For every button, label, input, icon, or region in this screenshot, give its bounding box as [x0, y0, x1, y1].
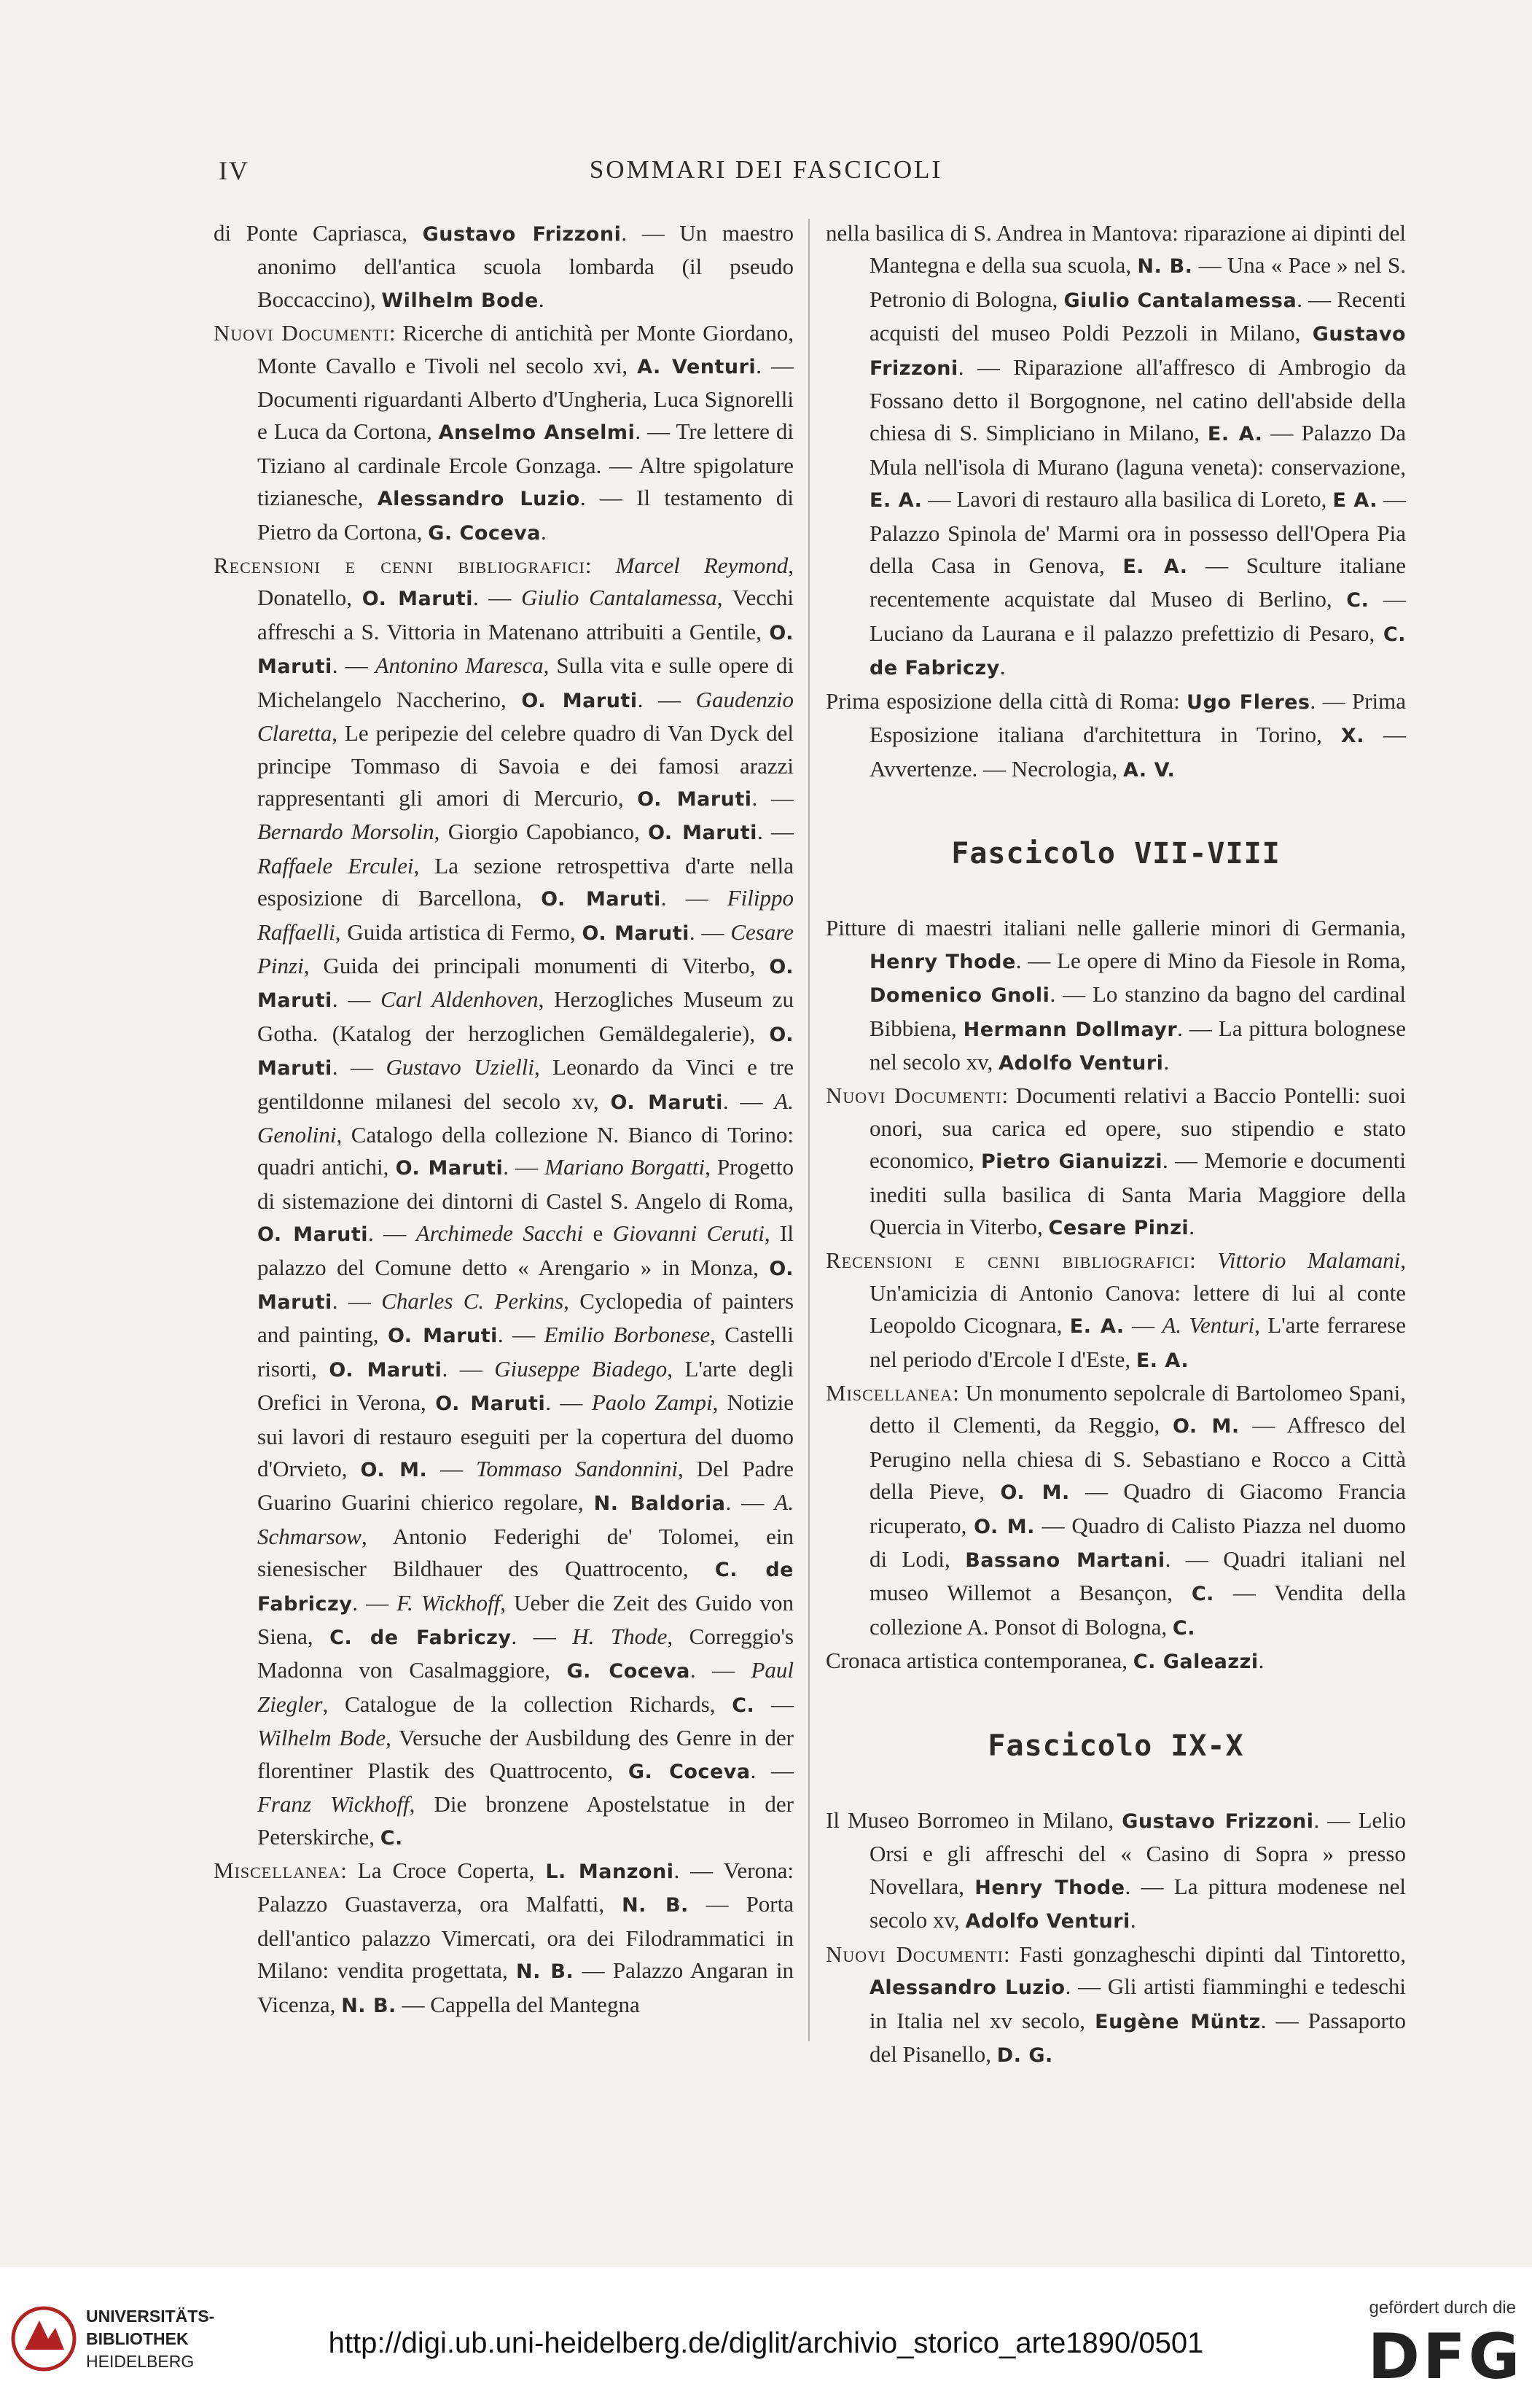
author-name: O. Maruti — [395, 1157, 504, 1180]
entry-text: . — Lo stanzino da bagno del cardinal Bibbiena, — [869, 981, 1406, 1041]
author-name: O. M. — [1000, 1481, 1070, 1505]
entry-text: . — — [503, 1154, 545, 1180]
work-author: Filippo Raffaelli — [257, 885, 794, 945]
work-author: F. Wickhoff — [396, 1589, 501, 1616]
author-name: O. Maruti — [257, 1223, 369, 1247]
author-name: O. Maruti — [361, 588, 473, 611]
entry-text: . — — [751, 784, 794, 811]
author-name: Hermann Dollmayr — [963, 1018, 1178, 1041]
entry-text: , Cyclopedia of painters and painting, — [257, 1288, 794, 1348]
entry-text: , Herzogliches Museum zu Gotha. (Katalog der herzoglichen Gemäldegalerie), — [257, 986, 794, 1046]
summary-entry — [214, 317, 794, 550]
page-header — [0, 155, 1532, 192]
work-author: Vittorio Malamani — [1217, 1247, 1401, 1274]
author-name: L. Manzoni — [545, 1860, 674, 1883]
funded-by-label: gefördert durch die — [1369, 2298, 1516, 2318]
section-label: Miscellanea — [826, 1380, 953, 1406]
entry-text: . — — [332, 1288, 382, 1314]
work-author: Paul Ziegler — [257, 1657, 794, 1717]
work-author: Charles C. Perkins — [381, 1288, 564, 1314]
entry-text: , Antonio Federighi de' Tolomei, ein sienesischer Bildhauer des Quattrocento, — [257, 1523, 794, 1582]
entry-text: — Lavori di restauro alla basilica di Loreto, — [922, 486, 1333, 513]
fascicolo-7-8-heading: Fascicolo VII-VIII — [951, 836, 1281, 870]
entry-text: , Guida artistica di Fermo, — [335, 919, 582, 945]
entry-text: , Notizie sui lavori di restauro eseguiti per la copertura del duomo d'Orvieto, — [257, 1390, 794, 1482]
work-author: A. Venturi — [1162, 1312, 1255, 1339]
work-author: Giovanni Ceruti — [612, 1220, 765, 1247]
entry-text: , La sezione retrospettiva d'arte nella esposizione di Barcellona, — [257, 852, 794, 911]
entry-text: . — — [750, 1757, 794, 1783]
entry-text: e — [583, 1220, 613, 1247]
work-author: Archimede Sacchi — [415, 1220, 584, 1247]
entry-text: . — Le opere di Mino da Fiesole in Roma, — [1015, 947, 1406, 973]
work-author: Gaudenzio Claretta — [257, 686, 794, 747]
work-author: Emilio Borbonese — [544, 1322, 711, 1348]
author-name: O. Maruti — [257, 1257, 794, 1314]
author-name: Pietro Gianuizzi — [981, 1150, 1163, 1174]
entry-text: . — — [660, 885, 727, 911]
entry-text: — Quadro di Giacomo Francia ricuperato, — [869, 1478, 1406, 1538]
entry-text: , Die bronzene Apostelstatue in der Peterskirche, — [257, 1791, 794, 1850]
entry-text: . — — [497, 1322, 544, 1348]
work-author: Antonino Maresca — [375, 652, 544, 679]
author-name: Ugo Fleres — [1187, 690, 1310, 714]
column-divider — [808, 219, 810, 2041]
entry-text: . — — [545, 1390, 592, 1416]
entry-text: . — Riparazione all'affresco di Ambrogio da Fossano detto il Borgognone, nel catino dell'abside della chiesa di S. Simpliciano in Milano, — [869, 354, 1406, 446]
work-author: Bernardo Morsolin — [257, 819, 434, 845]
entry-text: : Un monumento sepolcrale di Bartolomeo Spani, detto il Clementi, da Reggio, — [869, 1380, 1406, 1438]
entry-text: , Versuche der Ausbildung des Genre in der florentiner Plastik des Quattrocento, — [257, 1725, 794, 1783]
author-name: Domenico Gnoli — [869, 984, 1050, 1008]
left-column — [214, 217, 794, 2022]
dfg-logo-icon — [1367, 2321, 1523, 2393]
entry-text: . — La pittura modenese nel secolo xv, — [869, 1873, 1406, 1933]
entry-text: , Vecchi affreschi a S. Vittoria in Matenano attribuiti a Gentile, — [257, 585, 794, 644]
entry-text: , Un'amicizia di Antonio Canova: lettere di lui al conte Leopoldo Cicognara, — [869, 1247, 1406, 1339]
author-name: E. A. — [869, 489, 923, 513]
work-author: Franz Wickhoff — [257, 1791, 410, 1817]
work-author: H. Thode — [572, 1624, 668, 1650]
author-name: Alessandro Luzio — [869, 1976, 1066, 2000]
work-author: Tommaso Sandonnini — [476, 1456, 679, 1482]
entry-text: — Una « Pace » nel S. Petronio di Bologna, — [869, 252, 1406, 312]
work-author: Giulio Cantalamessa — [521, 585, 717, 611]
entry-text: , Ueber die Zeit des Guido von Siena, — [257, 1589, 794, 1650]
entry-text: . — Documenti riguardanti Alberto d'Ungheria, Luca Signorelli e Luca da Cortona, — [257, 352, 794, 445]
work-author: Gustavo Uzielli — [386, 1054, 534, 1080]
entry-text: : Fasti gonzagheschi dipinti dal Tintoretto, — [1003, 1941, 1406, 1967]
entry-text: — Affresco del Perugino nella chiesa di S. Sebastiano e Rocco a Città della Pieve, — [869, 1412, 1406, 1505]
summary-entry — [826, 685, 1406, 787]
section-label: Nuovi Documenti — [826, 1083, 1002, 1109]
entry-text: , Catalogue de la collection Richards, — [322, 1691, 732, 1717]
entry-text: Il Museo Borromeo in Milano, — [826, 1807, 1122, 1834]
author-name: Adolfo Venturi — [998, 1051, 1164, 1075]
entry-text: . — — [332, 1054, 386, 1080]
entry-text: — — [1124, 1312, 1162, 1339]
right-intro-entries — [826, 217, 1406, 787]
author-name: Giulio Cantalamessa — [1063, 289, 1297, 312]
author-name: C. — [380, 1826, 403, 1850]
work-author: Giuseppe Biadego — [494, 1355, 668, 1382]
section-label: Nuovi Documenti — [826, 1941, 1004, 1967]
summary-entry — [826, 912, 1406, 1080]
entry-text: . — Un maestro anonimo dell'antica scuola lombarda (il pseudo Boccaccino), — [257, 220, 794, 312]
author-name: X. — [1340, 725, 1364, 748]
entry-text: , Donatello, — [257, 553, 794, 611]
work-author: Cesare Pinzi — [257, 919, 794, 978]
author-name: Henry Thode — [974, 1876, 1125, 1899]
entry-text: . — Prima Esposizione italiana d'architettura in Torino, — [869, 687, 1406, 748]
author-name: Wilhelm Bode — [381, 289, 539, 312]
fascicolo-7-8-entries — [826, 912, 1406, 1678]
summary-entry — [826, 1804, 1406, 1939]
entry-text: — Palazzo Spinola de' Marmi ora in possesso dell'Opera Pia della Casa in Genova, — [869, 486, 1406, 579]
author-name: O. M. — [1173, 1415, 1240, 1438]
entry-text: . — [1130, 1907, 1136, 1933]
author-name: O. Maruti — [610, 1091, 723, 1114]
entry-text: , L'arte ferrarese nel periodo d'Ercole I d'Este, — [869, 1312, 1407, 1372]
author-name: Adolfo Venturi — [965, 1910, 1130, 1933]
summary-entry — [826, 1244, 1406, 1377]
author-name: C. — [1172, 1616, 1195, 1640]
author-name: C. de Fabriczy — [869, 623, 1406, 680]
entry-text: . — — [637, 686, 696, 712]
author-name: C. — [1346, 589, 1369, 612]
author-name: Anselmo Anselmi — [438, 421, 636, 445]
entry-text: — — [427, 1456, 477, 1482]
entry-text: — Sculture italiane recentemente acquistate dal Museo di Berlino, — [869, 553, 1406, 612]
entry-text: Pitture di maestri italiani nelle gallerie minori di Germania, — [826, 915, 1406, 941]
entry-text: Prima esposizione della città di Roma: — [826, 687, 1187, 714]
summary-entry — [214, 217, 794, 317]
summary-entry — [826, 1645, 1406, 1678]
author-name: O. Maruti — [541, 888, 661, 911]
author-name: O. Maruti — [257, 1023, 794, 1080]
author-name: N. B. — [622, 1894, 689, 1917]
entry-text: . — — [689, 1657, 751, 1683]
author-name: O. Maruti — [329, 1358, 442, 1382]
entry-text: . — Memorie e documenti inediti sulla basilica di Santa Maria Maggiore della Quercia in Viterbo, — [869, 1147, 1407, 1239]
author-name: C. — [1191, 1583, 1214, 1606]
work-author: A. Genolini — [257, 1088, 794, 1147]
entry-text: — Vendita della collezione A. Ponsot di Bologna, — [869, 1580, 1406, 1640]
entry-text: . — Lelio Orsi e gli affreschi del « Casino di Sopra » presso Novellara, — [869, 1807, 1407, 1899]
entry-text: . — — [368, 1220, 416, 1247]
entry-text: , Sulla vita e sulle opere di Michelangelo Naccherino, — [257, 652, 794, 712]
entry-text: . — — [352, 1589, 397, 1616]
author-name: C. de Fabriczy — [329, 1626, 512, 1650]
author-name: C. de Fabriczy — [257, 1559, 794, 1616]
work-author: Carl Aldenhoven — [380, 986, 539, 1013]
author-name: O. Maruti — [387, 1325, 498, 1348]
entry-text: , Guida dei principali monumenti di Viterbo, — [303, 952, 770, 978]
footer — [0, 2267, 1532, 2408]
author-name: E. A. — [1207, 423, 1263, 446]
section-label: Recensioni e cenni bibliografici — [826, 1247, 1190, 1274]
entry-text: . — La pittura bolognese nel secolo xv, — [869, 1015, 1406, 1075]
left-entries — [214, 217, 794, 2022]
entry-text: : Documenti relativi a Baccio Pontelli: suoi onori, sua carica ed opere, suo stipendio e stato economico, — [869, 1083, 1406, 1174]
entry-text: — — [754, 1691, 794, 1717]
entry-text: . — Verona: Palazzo Guastaverza, ora Malfatti, — [257, 1857, 794, 1917]
author-name: Cesare Pinzi — [1048, 1216, 1189, 1239]
entry-text: . — [1189, 1213, 1195, 1239]
author-name: O. Maruti — [435, 1392, 546, 1416]
work-author: Marcel Reymond — [615, 553, 789, 579]
entry-text: , Castelli risorti, — [257, 1322, 794, 1382]
entry-text: . — — [332, 986, 381, 1013]
entry-text: Cronaca artistica contemporanea, — [826, 1648, 1133, 1674]
entry-text: di Ponte Capriasca, — [214, 220, 423, 246]
work-author: Mariano Borgatti — [544, 1154, 706, 1180]
entry-text: , Del Padre Guarino Guarini chierico regolare, — [257, 1456, 794, 1516]
author-name: G. Coceva — [566, 1660, 690, 1683]
author-name: Alessandro Luzio — [377, 488, 580, 511]
author-name: Henry Thode — [869, 950, 1016, 973]
entry-text: . — Gli artisti fiamminghi e tedeschi in Italia nel xv secolo, — [869, 1973, 1407, 2033]
entry-text: : — [1189, 1247, 1218, 1274]
entry-text: . — Quadri italiani nel museo Willemot a Besançon, — [869, 1546, 1406, 1606]
fascicolo-9-10-heading: Fascicolo IX-X — [988, 1729, 1244, 1763]
dfg-logo-text: DFG — [1367, 2321, 1523, 2393]
entry-text: — Porta dell'antico palazzo Vimercati, ora dei Filodrammatici in Milano: vendita progettata, — [257, 1891, 794, 1984]
page-number: IV — [219, 156, 249, 185]
author-name: O. M. — [974, 1515, 1035, 1538]
institution-line-1: UNIVERSITÄTS- — [86, 2307, 215, 2326]
entry-text: — Quadro di Calisto Piazza nel duomo di Lodi, — [869, 1512, 1406, 1573]
entry-text: — Palazzo Da Mula nell'isola di Murano (laguna veneta): conservazione, — [869, 420, 1407, 480]
author-name: O. Maruti — [257, 621, 794, 679]
summary-entry — [214, 550, 794, 1855]
author-name: O. Maruti — [257, 955, 794, 1013]
entry-text: , Leonardo da Vinci e tre gentildonne milanesi del secolo xv, — [257, 1054, 794, 1114]
author-name: G. Coceva — [628, 1760, 751, 1783]
fascicolo-9-10-entries — [826, 1804, 1406, 2072]
author-name: E. A. — [1122, 556, 1188, 579]
author-name: O. M. — [360, 1459, 428, 1482]
summary-entry — [826, 1080, 1406, 1244]
author-name: E A. — [1332, 489, 1378, 513]
entry-text: . — Il testamento di Pietro da Cortona, — [257, 485, 794, 545]
entry-text: . — — [472, 585, 522, 611]
right-column — [826, 217, 1406, 2072]
entry-text: . — Passaporto del Pisanello, — [869, 2007, 1406, 2067]
entry-text: , Le peripezie del celebre quadro di Van Dyck del principe Tommaso di Savoia e dei famosi arazzi rappresentanti gli amori di Mercurio, — [257, 720, 794, 811]
author-name: Gustavo Frizzoni — [869, 323, 1406, 380]
author-name: N. B. — [516, 1960, 574, 1984]
entry-text: . — [541, 518, 547, 545]
institution-line-2: BIBLIOTHEK — [86, 2329, 189, 2348]
author-name: Eugène Müntz — [1095, 2010, 1261, 2033]
entry-text: . — [999, 654, 1006, 680]
entry-text: . — — [725, 1489, 775, 1516]
author-name: E. A. — [1069, 1315, 1125, 1339]
entry-text: . — Tre lettere di Tiziano al cardinale Ercole Gonzaga. — Altre spigolature tizianesche, — [257, 418, 794, 511]
entry-text: . — — [722, 1088, 775, 1114]
entry-text: , Il palazzo del Comune detto « Arengario » in Monza, — [257, 1220, 794, 1280]
institution-line-3: HEIDELBERG — [86, 2352, 195, 2371]
summary-entry — [826, 217, 1406, 685]
author-name: O. Maruti — [648, 822, 757, 845]
author-name: A. Venturi — [637, 355, 757, 378]
summary-entry — [826, 1377, 1406, 1645]
entry-text: — Cappella del Mantegna — [396, 1991, 640, 2017]
work-author: Paolo Zampi — [591, 1390, 713, 1416]
author-name: Gustavo Frizzoni — [1122, 1810, 1314, 1834]
author-name: N. Baldoria — [593, 1492, 726, 1516]
author-name: A. V. — [1123, 758, 1176, 782]
author-name: E. A. — [1136, 1349, 1189, 1372]
author-name: O. Maruti — [582, 921, 689, 945]
author-name: O. Maruti — [521, 689, 638, 712]
author-name: O. Maruti — [637, 787, 752, 811]
entry-text: : Ricerche di antichità per Monte Giordano, Monte Cavallo e Tivoli nel secolo xvi, — [257, 320, 794, 378]
entry-text: — Avvertenze. — Necrologia, — [869, 722, 1406, 782]
work-author: A. Schmarsow — [257, 1489, 794, 1549]
entry-text: . — — [511, 1624, 573, 1650]
section-label: Miscellanea — [214, 1857, 341, 1883]
author-name: N. B. — [341, 1994, 396, 2017]
author-name: Gustavo Frizzoni — [422, 223, 622, 246]
entry-text: . — [1163, 1048, 1170, 1075]
entry-text: : — [585, 553, 616, 579]
author-name: C. Galeazzi — [1133, 1651, 1259, 1674]
entry-text: . — — [757, 819, 794, 845]
entry-text: . — — [332, 652, 375, 679]
entry-text: . — Recenti acquisti del museo Poldi Pezzoli in Milano, — [869, 286, 1406, 346]
work-author: Raffaele Erculei — [257, 852, 414, 878]
author-name: N. B. — [1137, 255, 1193, 278]
running-title: SOMMARI DEI FASCICOLI — [589, 155, 943, 184]
entry-text: : La Croce Coperta, — [340, 1857, 546, 1883]
source-url-link[interactable]: http://digi.ub.uni-heidelberg.de/diglit/archivio_storico_arte1890/0501 — [328, 2327, 1204, 2359]
work-author: Wilhelm Bode — [257, 1725, 386, 1751]
entry-text: , Correggio's Madonna von Casalmaggiore, — [257, 1624, 794, 1683]
summary-entry — [214, 1855, 794, 2022]
section-label: Recensioni e cenni bibliografici — [214, 553, 585, 579]
entry-text: . — [538, 286, 544, 312]
entry-text: nella basilica di S. Andrea in Mantova: riparazione ai dipinti del Mantegna e della sua scuola, — [826, 220, 1406, 278]
author-name: D. G. — [996, 2043, 1053, 2067]
section-label: Nuovi Documenti — [214, 320, 389, 346]
entry-text: — Luciano da Laurana e il palazzo prefettizio di Pesaro, — [869, 586, 1407, 646]
entry-text: . — [1258, 1648, 1265, 1674]
entry-text: . — — [689, 919, 731, 945]
summary-entry — [826, 1939, 1406, 2073]
author-name: C. — [732, 1694, 755, 1717]
entry-text: , L'arte degli Orefici in Verona, — [257, 1355, 794, 1416]
entry-text: , Giorgio Capobianco, — [434, 819, 649, 845]
author-name: Bassano Martani — [965, 1549, 1165, 1573]
entry-text: . — — [442, 1355, 495, 1382]
entry-text: , Catalogo della collezione N. Bianco di Torino: quadri antichi, — [257, 1121, 794, 1180]
entry-text: , Progetto di sistemazione dei dintorni di Castel S. Angelo di Roma, — [257, 1154, 794, 1214]
entry-text: — Palazzo Angaran in Vicenza, — [257, 1957, 794, 2017]
author-name: G. Coceva — [428, 521, 542, 545]
